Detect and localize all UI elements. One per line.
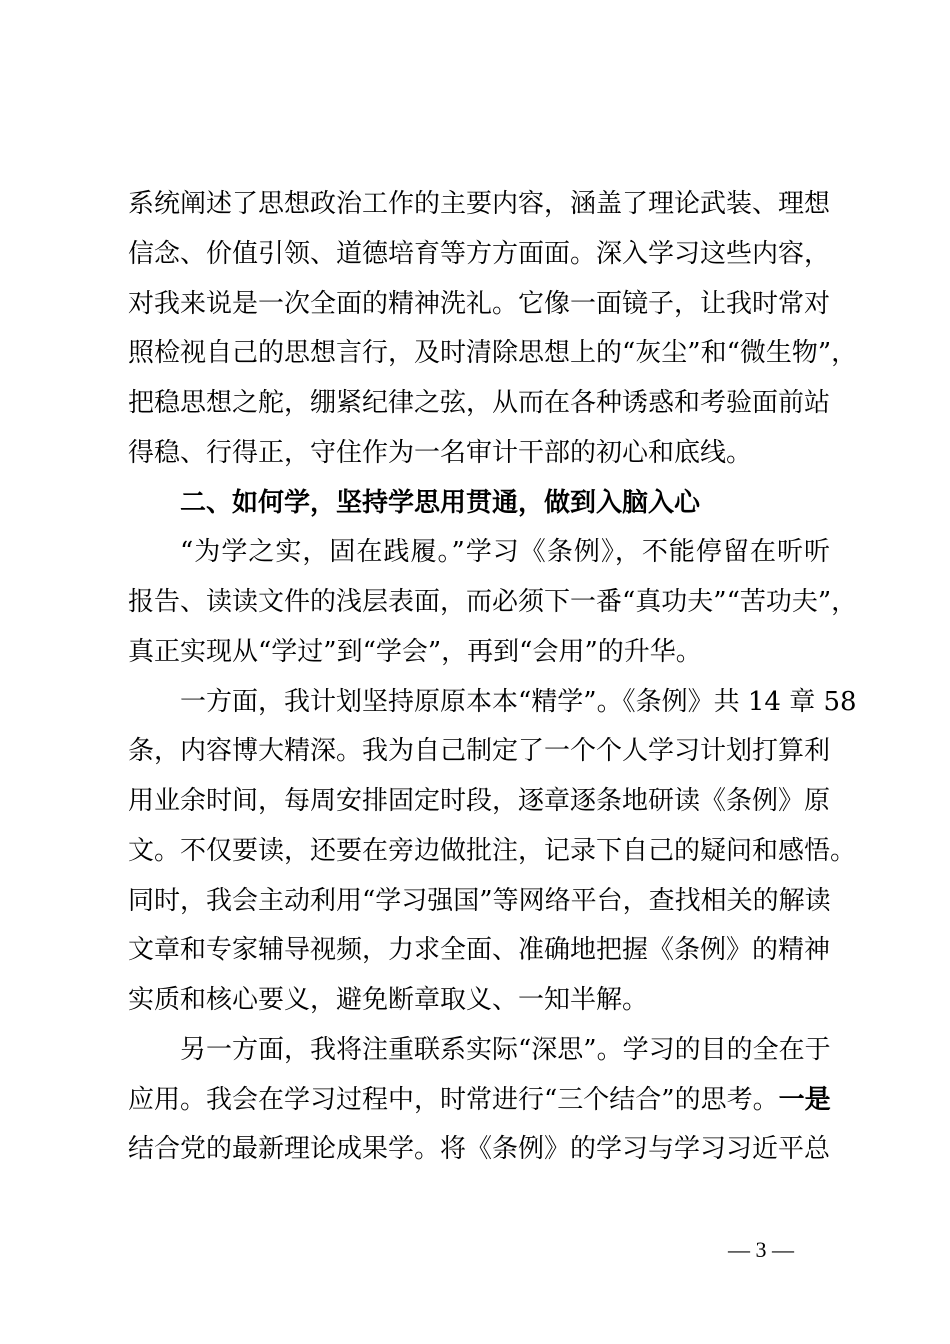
paragraph-line: 对我来说是一次全面的精神洗礼。它像一面镜子，让我时常对 xyxy=(128,288,831,319)
paragraph-line: 用业余时间，每周安排固定时段，逐章逐条地研读《条例》原 xyxy=(128,786,831,816)
paragraph-line: 一方面，我计划坚持原原本本“精学”。《条例》共 14 章 58 xyxy=(180,686,857,717)
paragraph-line: 文。不仅要读，还要在旁边做批注，记录下自己的疑问和感悟。 xyxy=(128,835,857,866)
paragraph-line: “为学之实，固在践履。”学习《条例》，不能停留在听听 xyxy=(180,537,830,568)
document-body xyxy=(128,180,858,1175)
section-heading: 二、如何学，坚持学思用贯通，做到入脑入心 xyxy=(180,487,701,518)
paragraph-line-text: 应用。我会在学习过程中，时常进行“三个结合”的思考。 xyxy=(128,1084,779,1115)
page-number: — 3 — xyxy=(728,1237,794,1262)
paragraph-line: 信念、价值引领、道德培育等方方面面。深入学习这些内容， xyxy=(128,238,831,269)
paragraph-4 xyxy=(128,1026,830,1175)
paragraph-line: 真正实现从“学过”到“学会”，再到“会用”的升华。 xyxy=(128,636,702,667)
paragraph-1 xyxy=(128,180,858,479)
paragraph-line: 把稳思想之舵，绷紧纪律之弦，从而在各种诱惑和考验面前站 xyxy=(128,388,831,418)
paragraph-line: 文章和专家辅导视频，力求全面、准确地把握《条例》的精神 xyxy=(128,935,831,966)
paragraph-line: 得稳、行得正，守住作为一名审计干部的初心和底线。 xyxy=(128,437,753,468)
paragraph-line: 结合党的最新理论成果学。将《条例》的学习与学习习近平总 xyxy=(128,1134,831,1165)
bold-emphasis-text: 一是 xyxy=(778,1084,831,1115)
paragraph-line: 条，内容博大精深。我为自己制定了一个个人学习计划打算利 xyxy=(128,736,831,767)
paragraph-line: 系统阐述了思想政治工作的主要内容，涵盖了理论武装、理想 xyxy=(128,189,831,219)
paragraph-line: 同时，我会主动利用“学习强国”等网络平台，查找相关的解读 xyxy=(128,885,831,916)
paragraph-line: 实质和核心要义，避免断章取义、一知半解。 xyxy=(128,985,649,1015)
paragraph-line: 报告、读读文件的浅层表面，而必须下一番“真功夫”“苦功夫”， xyxy=(128,587,858,617)
paragraph-line: 另一方面，我将注重联系实际“深思”。学习的目的全在于 xyxy=(180,1034,831,1065)
paragraph-line xyxy=(128,1076,830,1126)
paragraph-2 xyxy=(128,528,858,677)
paragraph-3 xyxy=(128,678,857,1026)
paragraph-line: 照检视自己的思想言行，及时清除思想上的“灰尘”和“微生物”， xyxy=(128,338,858,369)
